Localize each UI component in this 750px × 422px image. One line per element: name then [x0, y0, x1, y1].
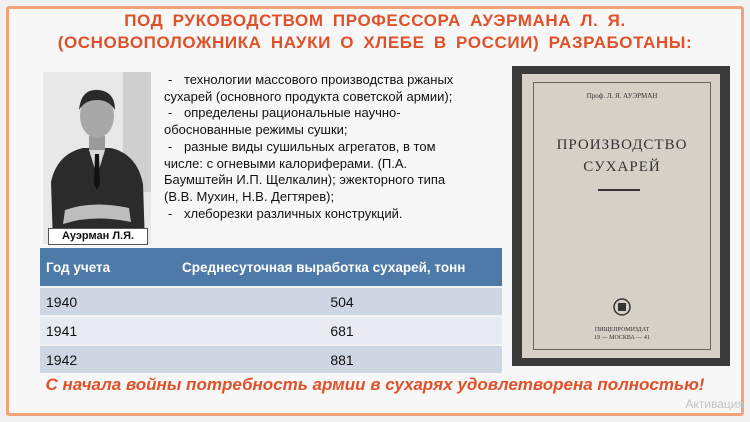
list-item-text: хлеборезки различных конструкций. — [184, 205, 403, 221]
list-item-text: сухарей (основного продукта советской армии); — [164, 88, 453, 104]
bullet-dash: - — [168, 105, 173, 121]
title-line-2: (ОСНОВОПОЛОЖНИКА НАУКИ О ХЛЕБЕ В РОССИИ) РАЗРАБОТАНЫ: — [57, 33, 693, 52]
book-publisher — [533, 326, 711, 342]
year-cell: 1941 — [40, 316, 176, 345]
list-item-text: (В.В. Мухин, Н.В. Дегтярев); — [164, 188, 335, 204]
list-item — [160, 139, 510, 156]
column-header-year: Год учета — [40, 248, 176, 287]
list-item — [160, 105, 510, 122]
portrait-photo — [43, 72, 151, 244]
bullet-dash: - — [168, 138, 173, 154]
slide-title — [0, 10, 750, 54]
book-author: Проф. Л. Я. АУЭРМАН — [586, 92, 658, 100]
list-item-text: числе: с огневыми калориферами. (П.А. — [164, 155, 408, 171]
book-title — [533, 134, 711, 178]
list-item — [160, 206, 510, 223]
output-cell: 881 — [176, 345, 502, 373]
column-header-output: Среднесуточная выработка сухарей, тонн — [176, 248, 502, 287]
bullet-dash: - — [168, 72, 173, 87]
year-cell: 1942 — [40, 345, 176, 373]
list-item-text: Баумштейн И.П. Щелкалин); эжекторного типа — [164, 172, 446, 188]
book-title-line-1: ПРОИЗВОДСТВО — [556, 137, 688, 153]
year-cell: 1940 — [40, 287, 176, 316]
book-title-rule — [598, 189, 640, 191]
title-line-1: ПОД РУКОВОДСТВОМ ПРОФЕССОРА АУЭРМАНА Л. Я. — [124, 11, 626, 30]
publisher-emblem-icon — [611, 296, 633, 318]
table-header-row — [40, 248, 502, 287]
bullet-dash: - — [168, 205, 173, 221]
output-cell: 681 — [176, 316, 502, 345]
portrait-image — [43, 72, 151, 244]
table-row — [40, 287, 502, 316]
table-row — [40, 316, 502, 345]
list-item-text: обоснованные режимы сушки; — [164, 122, 348, 138]
production-table — [40, 248, 502, 373]
book-title-line-2: СУХАРЕЙ — [583, 159, 661, 175]
table-row — [40, 345, 502, 373]
list-item-text: разные виды сушильных агрегатов, в том — [184, 138, 436, 154]
slide-conclusion: С начала войны потребность армии в сухарях удовлетворена полностью! — [45, 375, 705, 394]
output-cell: 504 — [176, 287, 502, 316]
list-item — [160, 72, 510, 89]
activation-watermark: Активация — [685, 397, 744, 411]
portrait-caption: Ауэрман Л.Я. — [48, 228, 148, 245]
achievements-list — [160, 72, 510, 222]
list-item-text: определены рациональные научно- — [184, 105, 401, 121]
book-publisher-city: 19 — МОСКВА — 41 — [594, 335, 650, 341]
book-publisher-name: ПИЩЕПРОМИЗДАТ — [594, 327, 650, 333]
list-item-text: технологии массового производства ржаных — [184, 72, 454, 87]
